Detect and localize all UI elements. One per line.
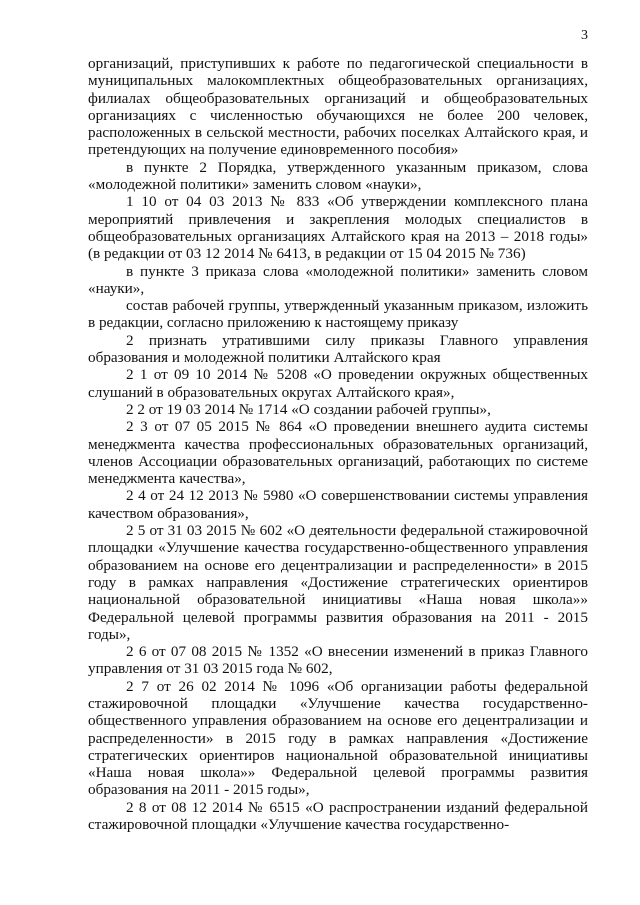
paragraph-item-2-7: 2 7 от 26 02 2014 № 1096 «Об организации работы федеральной стажировочной площадки «Улучшение качества государственно-общественного управления образованием на основе его децентрализации и распределенности» в 2015 году в рамках направления «Достижение стратегических ориентиров национальной образовательной инициативы «Наша новая школа»» Федеральной целевой программы развития образования на 2011 - 2015 годы»,: [88, 677, 588, 799]
paragraph-item-2-8: 2 8 от 08 12 2014 № 6515 «О распространении изданий федеральной стажировочной площадки «Улучшение качества государственно-: [88, 798, 588, 834]
paragraph-item-2-2: 2 2 от 19 03 2014 № 1714 «О создании рабочей группы»,: [126, 400, 491, 418]
paragraph: состав рабочей группы, утвержденный указанным приказом, изложить в редакции, согласно приложению к настоящему приказу: [88, 297, 588, 332]
page-number: 3: [581, 28, 588, 43]
paragraph-item-2-4: 2 4 от 24 12 2013 № 5980 «О совершенствовании системы управления качеством образования»,: [88, 487, 588, 522]
paragraph-item-2: 2 признать утратившими силу приказы Главного управления образования и молодежной политики Алтайского края: [88, 331, 588, 367]
paragraph-item-1-10: 1 10 от 04 03 2013 № 833 «Об утверждении комплексного плана мероприятий привлечения и закрепления молодых специалистов в общеобразовательных организациях Алтайского края на 2013 – 2018 годы» (в редакции от 03 12 2014 № 6413, в редакции от 15 04 2015 № 736): [88, 193, 588, 263]
paragraph-item-2-6: 2 6 от 07 08 2015 № 1352 «О внесении изменений в приказ Главного управления от 31 03 2015 года № 602,: [88, 643, 588, 678]
paragraph: в пункте 3 приказа слова «молодежной политики» заменить словом «науки»,: [88, 262, 588, 297]
paragraph-item-2-1: 2 1 от 09 10 2014 № 5208 «О проведении окружных общественных слушаний в образовательных округах Алтайского края»,: [88, 366, 588, 401]
document-body: [88, 55, 588, 833]
paragraph: в пункте 2 Порядка, утвержденного указанным приказом, слова «молодежной политики» заменить словом «науки»,: [88, 158, 588, 194]
paragraph-item-2-5: 2 5 от 31 03 2015 № 602 «О деятельности федеральной стажировочной площадки «Улучшение качества государственно-общественного управления образованием на основе его децентрализации и распределенности» в 2015 году в рамках направления «Достижение стратегических ориентиров национальной образовательной инициативы «Наша новая школа»» Федеральной целевой программы развития образования на 2011 - 2015 годы»,: [88, 522, 588, 643]
paragraph-continuation: организаций, приступивших к работе по педагогической специальности в муниципальных малокомплектных общеобразовательных организациях, филиалах общеобразовательных организаций и общеобразовательных организациях с численностью обучающихся не более 200 человек, расположенных в сельской местности, рабочих поселках Алтайского края, и претендующих на получение единовременного пособия»: [88, 55, 588, 159]
paragraph-item-2-3: 2 3 от 07 05 2015 № 864 «О проведении внешнего аудита системы менеджмента качества профессиональных образовательных организаций, членов Ассоциации образовательных организаций, работающих по системе менеджмента качества»,: [88, 418, 588, 488]
